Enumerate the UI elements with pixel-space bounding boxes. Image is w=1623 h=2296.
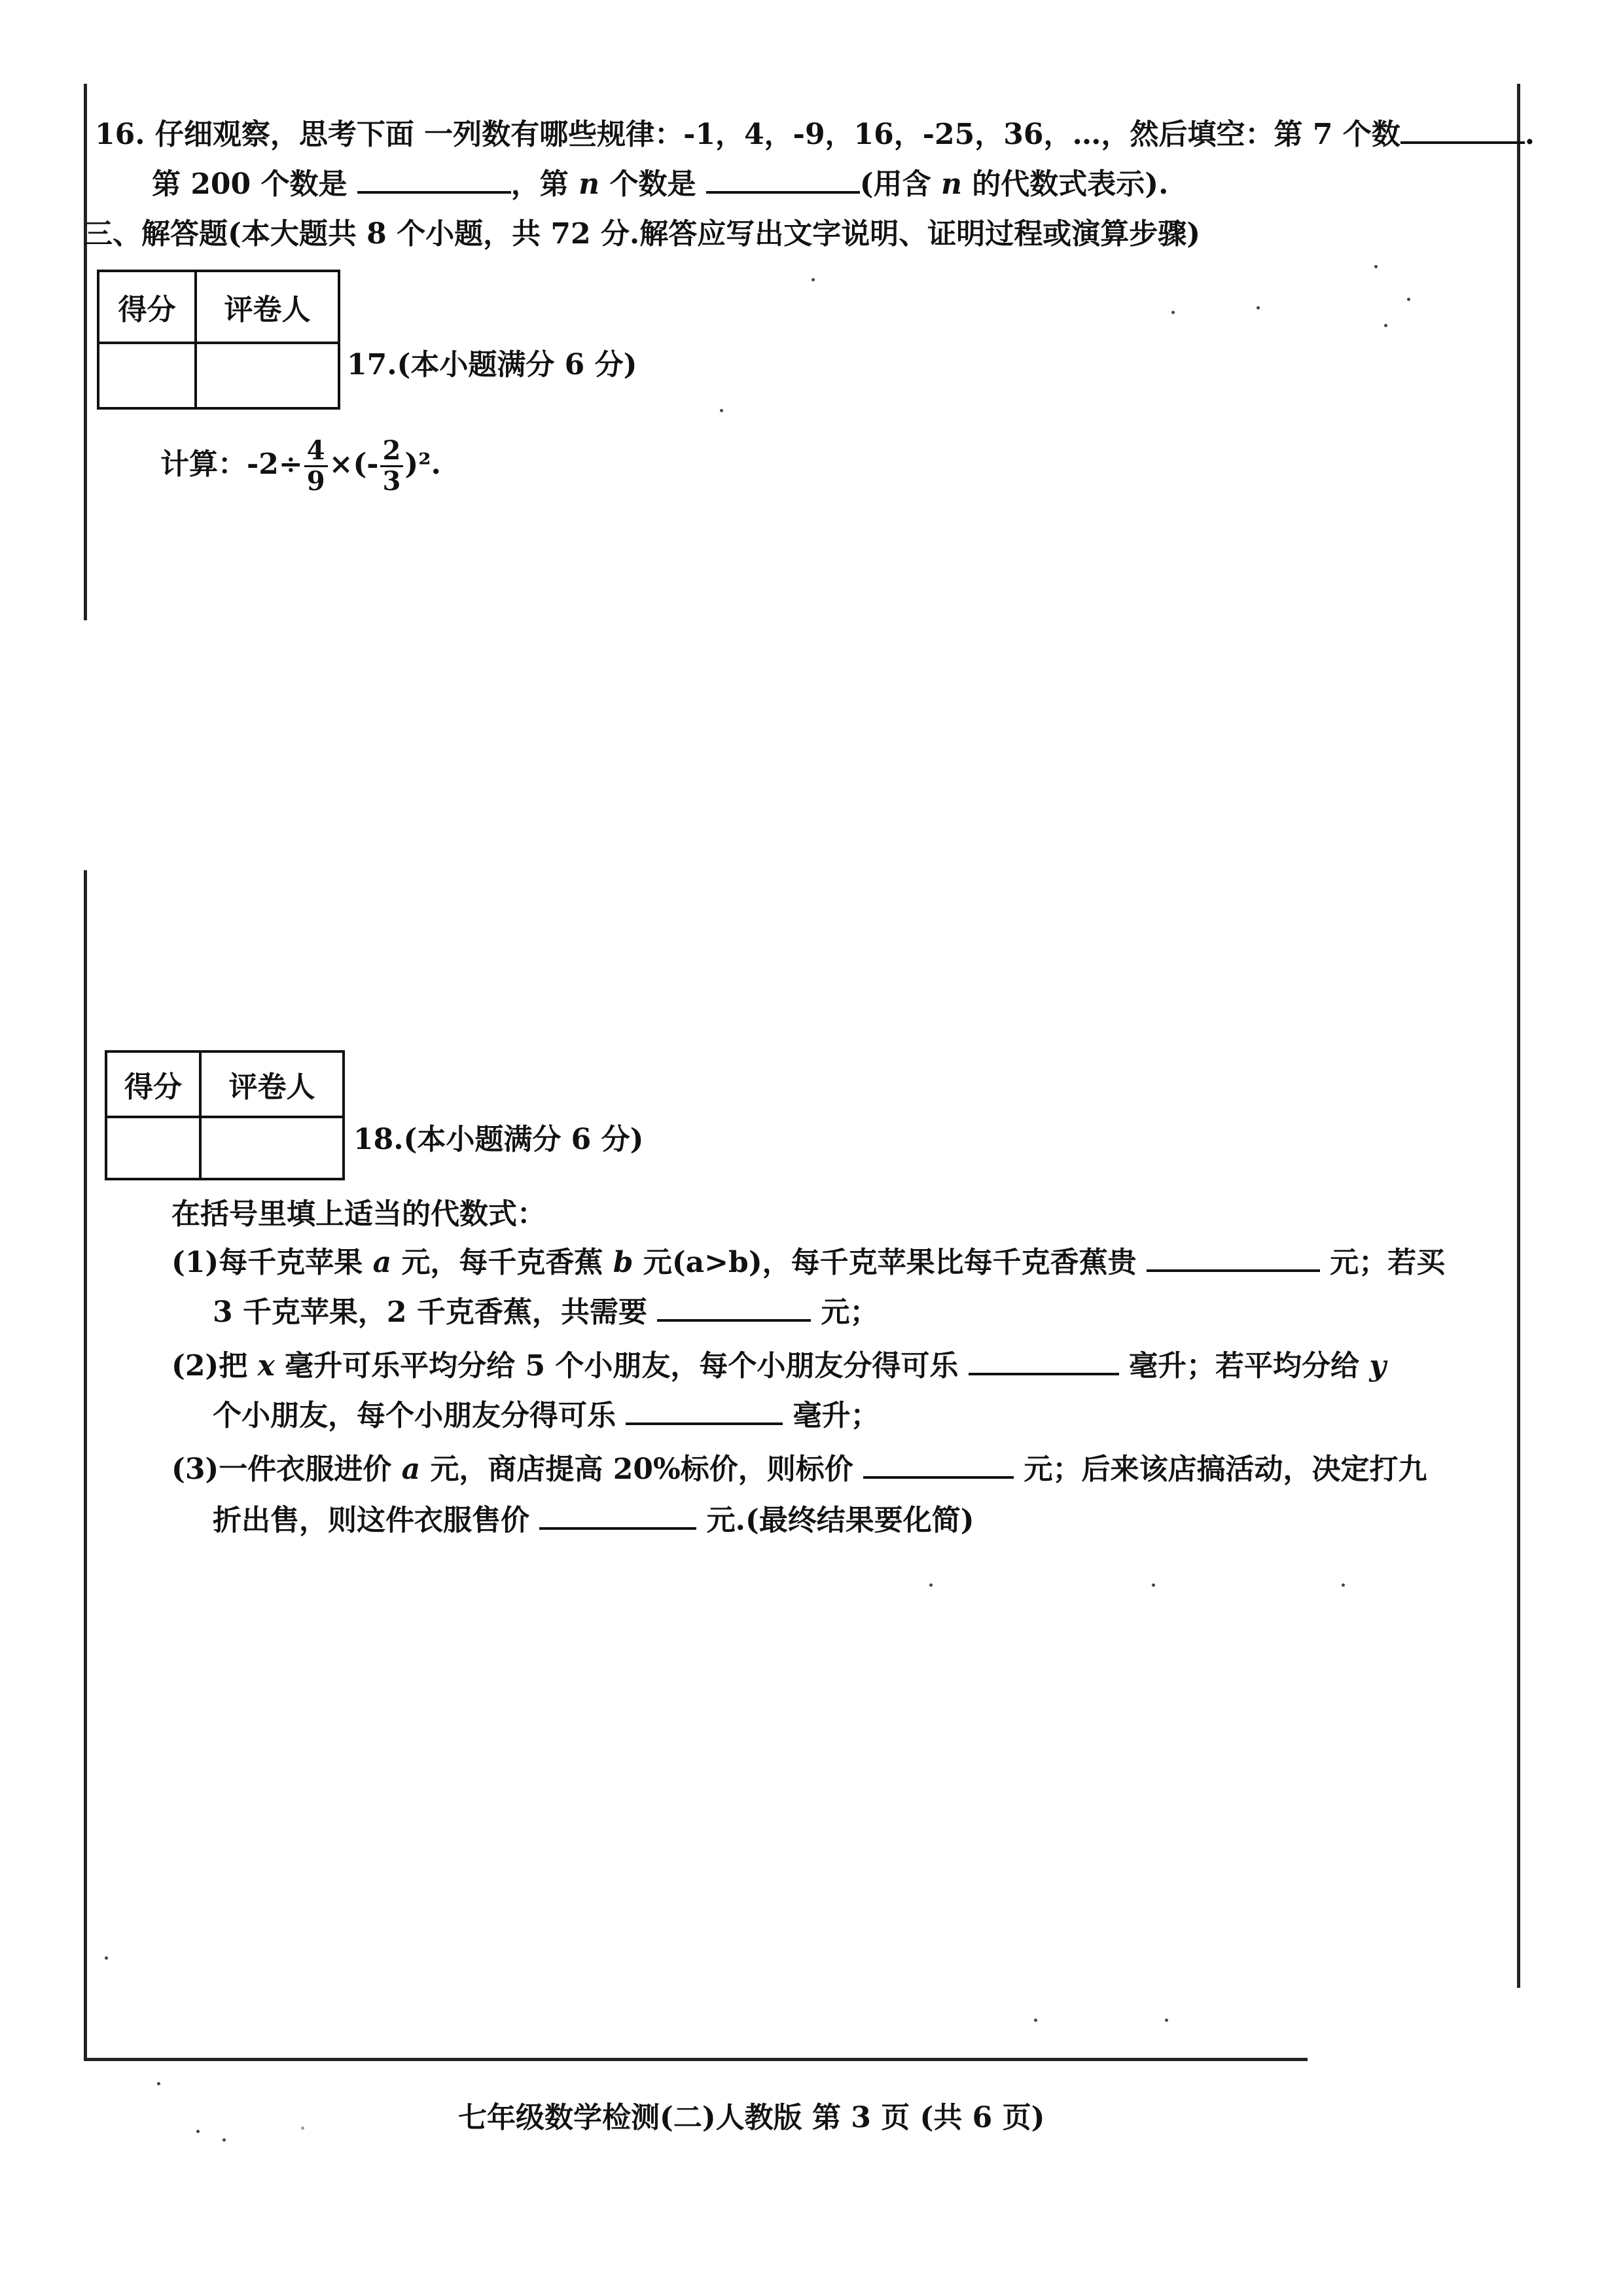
q17-frac2-num: 2 (380, 436, 404, 467)
q16-line1 (95, 115, 1535, 154)
scan-speck (1171, 311, 1175, 314)
q16-blank-200th[interactable] (357, 169, 511, 194)
section3-title: 三、解答题(本大题共 8 个小题，共 72 分.解答应写出文字说明、证明过程或演算步骤) (84, 217, 1201, 251)
q18-p2-d: 个小朋友，每个小朋友分得可乐 (213, 1399, 616, 1432)
q18-p1-f: 元； (821, 1296, 879, 1329)
q16-blank-7th[interactable] (1400, 119, 1525, 144)
q18-p1-var-b: b (613, 1246, 633, 1279)
grader-label-17: 评卷人 (196, 271, 339, 343)
scan-speck (1407, 298, 1410, 301)
q16-var-n: n (579, 168, 600, 201)
scan-speck (1165, 2019, 1168, 2022)
scan-speck (105, 1956, 108, 1960)
scan-speck (1342, 1583, 1345, 1587)
scan-speck (929, 1583, 933, 1587)
q18-p3-line1 (171, 1450, 1427, 1489)
page-footer: 七年级数学检测(二)人教版 第 3 页 (共 6 页) (458, 2101, 1045, 2134)
scan-speck (720, 409, 723, 412)
q18-p3-d: 折出售，则这件衣服售价 (213, 1504, 529, 1537)
scan-speck (301, 2127, 304, 2130)
q18-p2-a: (2)把 (171, 1349, 248, 1383)
q16-nth-label-a: ，第 (510, 168, 569, 201)
grader-cell-17[interactable] (196, 343, 339, 408)
score-label-18: 得分 (106, 1051, 200, 1117)
q18-p1-b: 元，每千克香蕉 (401, 1246, 603, 1279)
q18-p2-var-y: y (1369, 1349, 1386, 1383)
q18-p3-c: 元；后来该店搞活动，决定打九 (1024, 1453, 1427, 1486)
q18-p2-e: 毫升； (793, 1399, 880, 1432)
q17-heading: 17.(本小题满分 6 分) (347, 348, 637, 381)
q18-p3-line2 (213, 1501, 974, 1540)
q16-end: . (1524, 118, 1535, 151)
grader-cell-18[interactable] (200, 1117, 344, 1179)
q16-text: 16. 仔细观察，思考下面 一列数有哪些规律：-1，4，-9，16，-25，36，…，然后填空：第 7 个数 (95, 118, 1400, 151)
scan-speck (1034, 2019, 1037, 2022)
q17-times: ×(- (329, 448, 379, 481)
q17-tail: )². (404, 448, 441, 481)
scan-speck (1384, 324, 1387, 327)
q18-p3-var-a: a (401, 1453, 421, 1486)
q16-hint-a: (用含 (859, 168, 931, 201)
q18-p2-var-x: x (257, 1349, 275, 1383)
q16-line2 (152, 165, 1168, 204)
q18-p1-e: 3 千克苹果，2 千克香蕉，共需要 (213, 1296, 647, 1329)
score-cell-17[interactable] (98, 343, 196, 408)
q17-frac1-num: 4 (304, 436, 328, 467)
q18-p3-blank-sale[interactable] (539, 1505, 696, 1530)
frame-left-lower (84, 870, 87, 2061)
q18-p2-c: 毫升；若平均分给 (1129, 1349, 1360, 1383)
scan-speck (223, 2138, 226, 2142)
scan-speck (1152, 1583, 1155, 1587)
q18-p2-line2 (213, 1396, 880, 1436)
scan-speck (157, 2082, 160, 2085)
score-label-17: 得分 (98, 271, 196, 343)
q18-p2-blank-y[interactable] (626, 1400, 783, 1425)
q18-p2-b: 毫升可乐平均分给 5 个小朋友，每个小朋友分得可乐 (285, 1349, 959, 1383)
q18-p1-line1 (171, 1243, 1445, 1282)
q18-p1-a: (1)每千克苹果 (171, 1246, 363, 1279)
q17-prompt: 计算：-2÷ (160, 448, 303, 481)
score-table-17 (97, 270, 340, 410)
frame-left-upper (84, 84, 87, 620)
q18-p3-b: 元，商店提高 20%标价，则标价 (430, 1453, 853, 1486)
frame-right (1517, 84, 1520, 1988)
scan-speck (812, 278, 815, 281)
q18-p3-a: (3)一件衣服进价 (171, 1453, 392, 1486)
q17-answer-area[interactable] (141, 458, 409, 523)
q18-p2-blank-5[interactable] (969, 1351, 1119, 1375)
q16-hint-b: 的代数式表示). (972, 168, 1169, 201)
q16-hint-n: n (940, 168, 962, 201)
q16-200th-label: 第 200 个数是 (152, 168, 348, 201)
q18-p1-blank-diff[interactable] (1147, 1247, 1320, 1272)
q18-p3-blank-tag[interactable] (863, 1454, 1014, 1479)
scan-speck (196, 2130, 200, 2133)
score-cell-18[interactable] (106, 1117, 200, 1179)
grader-label-18: 评卷人 (200, 1051, 344, 1117)
q18-p1-var-a: a (372, 1246, 392, 1279)
q18-intro: 在括号里填上适当的代数式： (171, 1197, 546, 1231)
q18-p1-c: 元(a>b)，每千克苹果比每千克香蕉贵 (643, 1246, 1137, 1279)
q18-p2-line1 (171, 1347, 1386, 1386)
q17-frac1-den: 9 (306, 466, 325, 497)
score-table-18 (105, 1050, 345, 1180)
q17-frac2-den: 3 (382, 466, 401, 497)
frame-bottom (84, 2058, 1308, 2061)
q18-p1-line2 (213, 1293, 879, 1332)
q16-blank-nth[interactable] (706, 169, 860, 194)
q18-heading: 18.(本小题满分 6 分) (353, 1123, 644, 1156)
q16-nth-label-b: 个数是 (609, 168, 696, 201)
q18-p1-d: 元；若买 (1330, 1246, 1446, 1279)
q18-p3-e: 元.(最终结果要化简) (706, 1504, 974, 1537)
q18-p1-blank-total[interactable] (657, 1297, 811, 1322)
scan-speck (1374, 265, 1378, 268)
scan-speck (1257, 306, 1260, 309)
